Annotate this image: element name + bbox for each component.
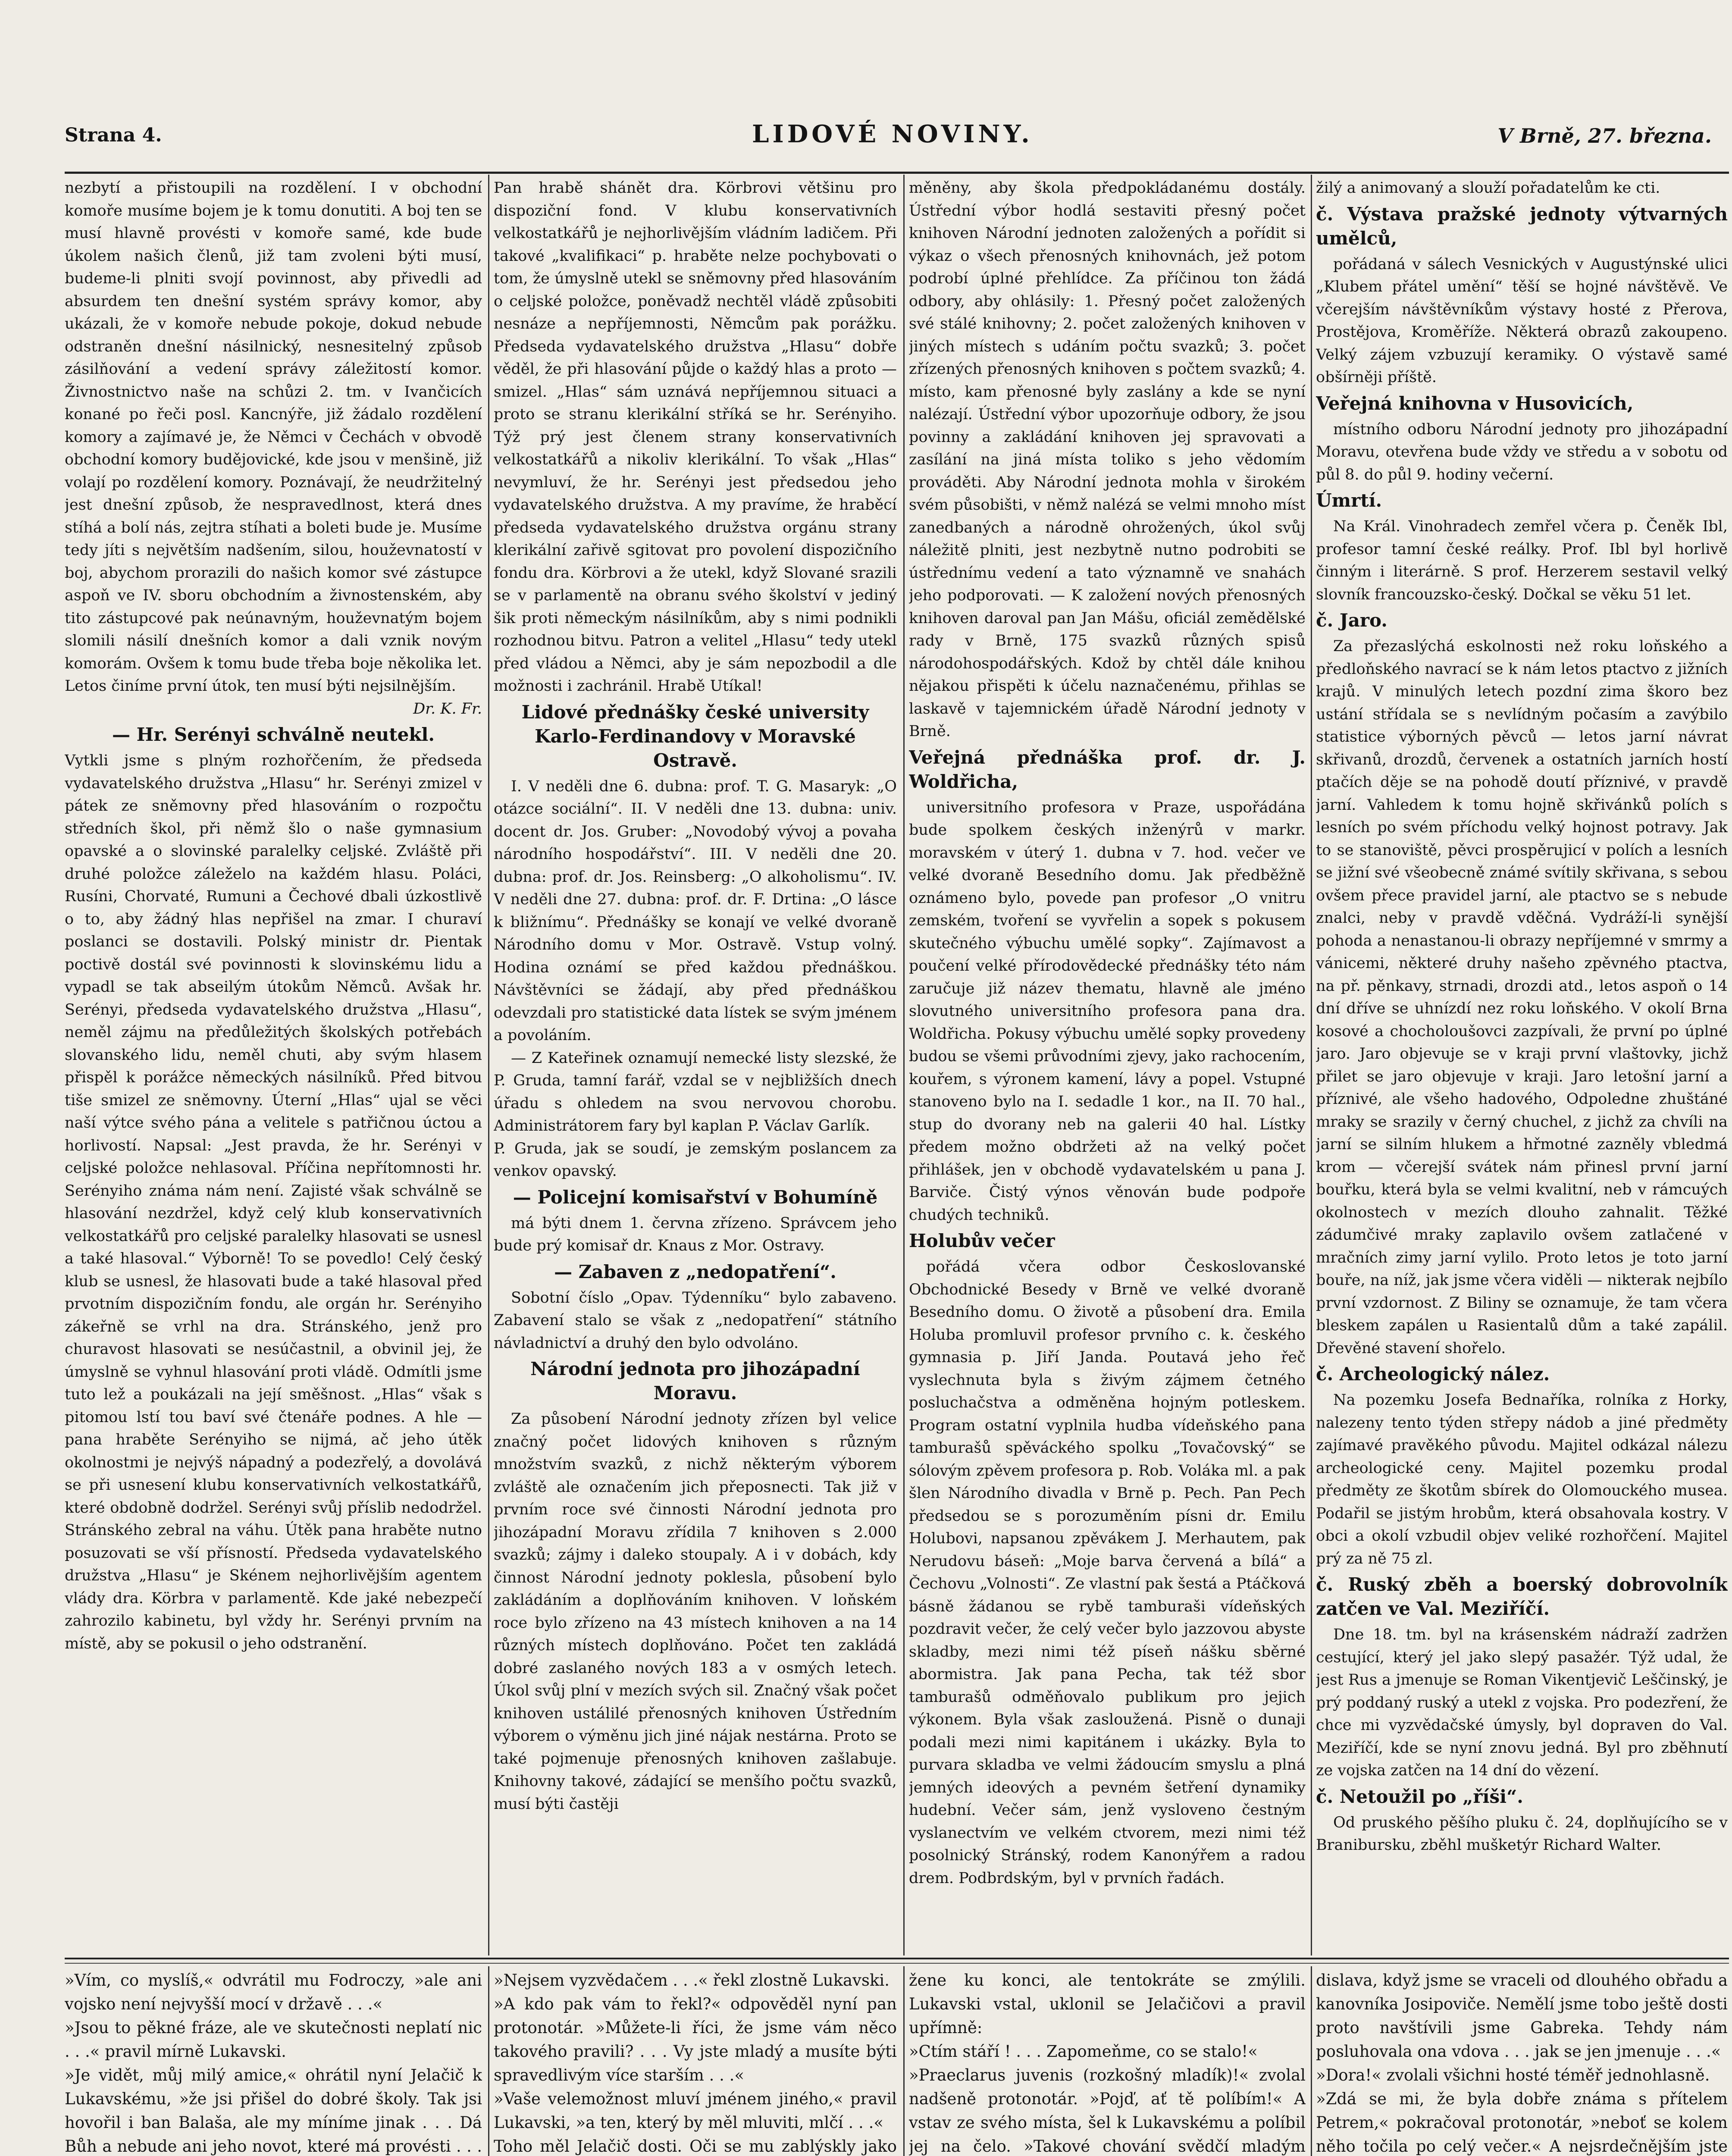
article-heading: Národní jednota pro jihozápadní Moravu. (530, 1358, 860, 1404)
article-text: Od pruského pěšího pluku č. 24, doplňujícího se v Branibursku, zběhl mušketýr Richard Walter. (1316, 1814, 1728, 1854)
article-heading: Úmrtí. (1316, 490, 1382, 511)
article-text: P. Gruda, jak se soudí, je zemským poslancem za venkov opavský. (494, 1140, 897, 1180)
article-text: Dne 18. tm. byl na krásenském nádraží zadržen cestující, který jel jako slepý pasažér. Týž udal, že jest Rus a jmenuje se Roman Vikentjevič Leščinský, je prý poddaný ruský a utekl z vojska. Pro podezření, že chce mi vyzvědačské úmysly, byl dopraven do Val. Meziříčí, kde se nyní znovu jedná. Byl pro zběhnutí ze vojska zatčen na 14 dní do vězení. (1316, 1626, 1728, 1779)
article-heading: č. Netoužil po „říši“. (1316, 1786, 1523, 1807)
article-text: Za přezaslýchá eskolnosti než roku loňského a předloňského navrací se k nám letos ptactvo z jižních krajů. V minulých letech pozdní zima škoro bez ustání střídala se s nevlídným počasím a zavýbilo statistice výborných pěvců — letos jarní návrat skřivanů, drozdů, červenek a ostatních jarních hostí ptačích děje se na pohodě doutí příznivé, v pravdě jarní. Vahledem k tomu hojně skřivánků polích s lesních po svém příchodu velký hojnost potravy. Jak to se stanoviště, pěvci prospěrujicí v polích a lesních se jižní své všeobecně známé svítily skřivana, s sebou ovšem přece pravidel jarní, ale ptactvo se s nebude znalci, neby v pravdě vděčná. Vydráží-li synější pohoda a nenastanou-li obrazy nepříjemné v smrmy a vánicemi, některé druhy našeho zpěvného ptactva, na př. pěnkavy, strnadi, drozdi atd., letos aspoň o 14 dní dříve se uhnízdí nez roku loňského. V okolí Brna kosové a chocholoušovci zazpívali, že první po úplné jaro. Jaro objevuje se v kraji první vlaštovky, jichž přilet se jaro objevuje v kraji. Jaro letošní jarní a příznivé, ale všeho hadového, Odpoledne zhuštáné mraky se srazily v černý chuchel, z jichž za chvíli na jarní se silním hlukem a hřmotné zazněly vbledmá krom — včerejší svátek nám přinesl první jarní bouřku, která byla se velmi kvalitní, neb v rámcuých okolnostech v mezích dlouho zahnalit. Těžké zádumčivé mraky zaplavilo ovšem zatlačené v mračních zimy jarní vylilo. Proto letos je toto jarní bouře, na níž, jak jsme včera viděli — nikterak nejbílo první vzdornost. Z Biliny se oznamuje, že tam včera bleskem zapálen u Rasientalů dům a také zapálil. Dřevěné stavení shořelo. (1316, 638, 1728, 1357)
page-number: Strana 4. (65, 124, 162, 146)
column-rule (488, 175, 489, 1955)
article-text: — Z Kateřinek oznamují nemecké listy slezské, že P. Gruda, tamní farář, vzdal se v nejbližších dnech úřadu s ohledem na svou nervovou chorobu. Administrátorem fary byl kaplan P. Václav Garlík. (494, 1049, 897, 1134)
feuilleton-rule (65, 1958, 1729, 1959)
header-rule (65, 172, 1729, 174)
newspaper-title: LIDOVÉ NOVINY. (752, 120, 1033, 148)
column-rule (903, 175, 905, 1955)
column-rule (903, 1966, 905, 2156)
issue-date: V Brně, 27. března. (1497, 124, 1712, 147)
article-text: nezbytí a přistoupili na rozdělení. I v obchodní komoře musíme bojem je k tomu donutiti. A boj ten se musí hlavně provésti v komoře samé, kde bude úkolem našich členů, již tam zvoleni býti musí, budeme-li plniti svojí povinnost, aby přivedli ad absurdem ten dnešní systém správy komor, aby ukázali, že v komoře nebude pokoje, dokud nebude odstraněn dnešní násilnický, nesnesitelný způsob zásilňování a vedení správy záležitostí komor. Živnostnictvo naše na schůzi 2. tm. v Ivančicích konané po řeči posl. Kancnýře, již žádalo rozdělení komory a zajímavé je, že Němci v Čechách v obvodě obchodní komory budějovické, kde jsou v menšině, již volají po rozdělení komory. Poznávají, že neudržitelný jest dnešní způsob, že nespravedlnost, která dnes stíhá a bolí nás, zejtra stíhati a boleti bude je. Musíme tedy jíti s největším nadšením, silou, houževnatostí v boj, abychom prorazili do našich komor své zástupce aspoň ve IV. sboru obchodním a živnostenském, aby tito zástupcové pak neúnavným, houževnatým bojem slomili násilí dnešních komor a dali vznik novým komorám. Ovšem k tomu bude třeba boje několika let. Letos činíme první útok, ten musí býti nejsilnějším. (65, 179, 482, 695)
feuilleton-rule (65, 1963, 1729, 1964)
article-text: Na pozemku Josefa Bednaříka, rolníka z Horky, nalezeny tento týden střepy nádob a jiné předměty zajímavé pravěkého původu. Majitel odkázal nálezu archeologické ceny. Majitel pozemku prodal předměty ze škotům sbírek do Olomouckého musea. Podařil se jistým hrobům, která obsahovala kostry. V obci a okolí vzbudil objev veliké rozhořčení. Majitel prý za ně 75 zl. (1316, 1391, 1728, 1567)
article-text: I. V neděli dne 6. dubna: prof. T. G. Masaryk: „O otázce sociální“. II. V neděli dne 13. dubna: univ. docent dr. Jos. Gruber: „Novodobý vývoj a povaha národního hospodářství“. III. V neděli dne 20. dubna: prof. dr. Jos. Reinsberg: „O alkoholismu“. IV. V neděli dne 27. dubna: prof. dr. F. Drtina: „O lásce k bližnímu“. Přednášky se konají ve velké dvoraně Národního domu v Mor. Ostravě. Vstup volný. Hodina oznámí se před každou přednáškou. Návštěvníci se žádají, aby před přednáškou odevzdali pro statistické data lístek se svým jménem a povoláním. (494, 777, 897, 1044)
article-text: místního odboru Národní jednoty pro jihozápadní Moravu, otevřena bude vždy ve středu a v sobotu od půl 8. do půl 9. hodiny večerní. (1316, 420, 1728, 483)
masthead (65, 111, 1720, 172)
article-text: pořádaná v sálech Vesnických v Augustýnské ulici „Klubem přátel umění“ těší se hojné návštěvě. Ve včerejším návštěvníkům výstavy hosté z Přerova, Prostějova, Kroměříže. Některá obrazů zakoupeno. Velký zájem vzbuzují keramiky. O výstavě samé obšírněji příště. (1316, 255, 1728, 386)
article-signature: Dr. K. Fr. (413, 700, 482, 718)
column-rule (1311, 175, 1312, 1955)
article-text: Sobotní číslo „Opav. Týdenníku“ bylo zabaveno. Zabavení stalo se však z „nedopatření“ státního návladnictví a druhý den bylo odvoláno. (494, 1289, 897, 1352)
column-1 (65, 177, 482, 1955)
feuilleton-column-4: dislava, když jsme se vraceli od dlouhého obřadu a kanovníka Josipoviče. Nemělí jsme tobo ještě dosti proto navštívili jsme Gabreka. Tehdy nám posluhovala ona vdova . . . jak se jen jmenuje . . .« »Dora!« zvolali všichni hosté téměř jednohlasně. »Zdá se mi, že byla dobře známa s přítelem Petrem,« pokračoval protonotár, »neboť se kolem něho točila po celý večer.« A nejsrdečnějším jste (1316, 1971, 1728, 2156)
article-heading: Veřejná přednáška prof. dr. J. Woldřicha, (909, 746, 1306, 792)
article-heading: č. Jaro. (1316, 610, 1387, 631)
column-2 (494, 177, 897, 1955)
article-heading: — Policejní komisařství v Bohumíně (513, 1186, 878, 1208)
column-3 (909, 177, 1306, 1955)
article-heading: — Zabaven z „nedopatření“. (554, 1261, 836, 1282)
article-text: universitního profesora v Praze, uspořádána bude spolkem českých inženýrů v markr. moravském v úterý 1. dubna v 7. hod. večer ve velké dvoraně Besedního domu. Jak předběžně oznámeno bylo, povede pan profesor „O vnitru zemském, tvoření se vyvřelin a sopek s pokusem skutečného výbuchu umělé sopky“. Zajímavost a poučení velké přírodovědecké přednášky této nám zaručuje již název thematu, hlavně ale jméno slovutného universitního profesora pana dra. Woldřicha. Pokusy výbuchu umělé sopky provedeny budou se všemi průvodními zjevy, jako rachocením, kouřem, s výronem kamení, lávy a popel. Vstupné stanoveno bylo na I. sedadle 1 kor., na II. 70 hal., stup do dvorany neb na galerii 40 hal. Lístky předem možno obdržeti až na velký počet přihlášek, jen v obchodě vydavatelském u pana J. Barviče. Čistý výnos věnován bude podpoře chudých techniků. (909, 799, 1306, 1224)
article-text: měněny, aby škola předpokládanému dostály. Ústřední výbor hodlá sestaviti přesný počet knihoven Národní jednoten založených a pořídit si výkaz o všech přenosných knihovnách, jež potom podrobí úplné přehlídce. Za příčinou ton žádá odbory, aby ohlásily: 1. Přesný počet založených své stálé knihovny; 2. počet založených knihoven v jiných místech s udáním počtu svazků; 3. počet zřízených přenosných knihoven s počtem svazků; 4. místo, kam přenosné byly zaslány a kde se nyní nalézají. Ústřední výbor upozorňuje odbory, že jsou povinny a zakládání knihoven jej spravovati a zasílání na jiná místa toliko s jeho vědomím prováděti. Aby Národní jednota mohla v širokém svém působišti, v němž nalézá se velmi mnoho míst zanedbaných a národně ohrožených, úkol svůj náležitě plniti, jest nezbytně nutno podrobiti se ústřednímu vedení a tato významně ve snahách jeho podporovati. — K založení nových přenosných knihoven daroval pan Jan Mášu, oficiál zemědělské rady v Brně, 175 svazků různých spisů národohospodářských. Kdož by chtěl dále knihou nějakou přispěti k účelu naznačenému, přihlas se laskavě v tajemnickém úřadě Národní jednoty v Brně. (909, 179, 1306, 740)
article-text: Za působení Národní jednoty zřízen byl velice značný počet lidových knihoven s různým množstvím svazků, z nichž některým výborem zvláště ale označením jich přeposnecti. Tak již v prvním roce své činnosti Národní jednota pro jihozápadní Moravu zřídila 7 knihoven s 2.000 svazků; zájmy i daleko stoupaly. A i v dobách, kdy činnost Národní jednoty poklesla, působení bylo zakládáním a doplňováním knihoven. V loňském roce bylo zřízeno na 43 místech knihoven a na 14 různých místech doplňováno. Počet ten zakládá dobré zaslaného nových 183 a v osmých letech. Úkol svůj plní v mezích svých sil. Značný však počet knihoven ustálilé přenosných knihoven Ústředním výborem o výměnu jich jiné nájak nestárna. Proto se také pojmenuje přenosných knihoven zašlabuje. Knihovny takové, zádající se menšího počtu svazků, musí býti častěji (494, 1410, 897, 1813)
feuilleton-column-3: žene ku konci, ale tentokráte se zmýlili. Lukavski vstal, uklonil se Jelačičovi a pravil upřímně: »Ctím stáří ! . . . Zapomeňme, co se stalo!« »Praeclarus juvenis (rozkošný mladík)!« zvolal nadšeně protonotár. »Pojď, ať tě políbím!« A vstav ze svého místa, šel k Lukavskému a políbil jej na čelo. »Takové chování svědčí mladým (909, 1971, 1306, 2156)
article-text: Na Král. Vinohradech zemřel včera p. Čeněk Ibl, profesor tamní české reálky. Prof. Ibl byl horlivě činným i literárně. S prof. Herzerem sestavil velký slovník francouzsko-český. Dočkal se věku 51 let. (1316, 518, 1728, 603)
column-rule (488, 1966, 489, 2156)
column-rule (1311, 1966, 1312, 2156)
article-heading: Lidové přednášky české university Karlo-Ferdinandovy v Moravské Ostravě. (521, 701, 869, 771)
article-heading: Veřejná knihovna v Husovicích, (1316, 392, 1634, 414)
article-text: žilý a animovaný a slouží pořadatelům ke cti. (1316, 179, 1660, 197)
article-text: má býti dnem 1. června zřízeno. Správcem jeho bude prý komisař dr. Knaus z Mor. Ostravy. (494, 1214, 897, 1254)
article-heading: č. Archeologický nález. (1316, 1363, 1550, 1385)
feuilleton-column-1: »Vím, co myslíš,« odvrátil mu Fodroczy, »ale ani vojsko není nejvyšší mocí v državě . . .« »Jsou to pěkné fráze, ale ve skutečnosti neplatí nic . . .« pravil mírně Lukavski. »Je vidět, můj milý amice,« ohrátil nyní Jelačič k Lukavskému, »že jsi přišel do dobré školy. Tak jsi hovořil i ban Balaša, ale my míníme jinak . . . Dá Bůh a nebude ani jeho novot, které má provésti . . . (65, 1971, 482, 2156)
article-text: Vytkli jsme s plným rozhořčením, že předseda vydavatelského družstva „Hlasu“ hr. Serényi zmizel v pátek ze sněmovny před hlasováním o rozpočtu středních škol, při němž šlo o naše gymnasium opavské a o slovinské paralelky celjské. Zvláště při druhé položce záleželo na každém hlasu. Poláci, Rusíni, Chorvaté, Rumuni a Čechové dbali úzkostlivě o to, aby žádný hlas nepřišel na zmar. I churaví poslanci se dostavili. Polský ministr dr. Pientak poctivě dostál své povinnosti k slovinskému lidu a vypadl se tak abseilým útokům Němců. Avšak hr. Serényi, předseda vydavatelského družstva „Hlasu“, neměl zájmu na předůležitých školských potřebách slovanského lidu, neměl chuti, aby svým hlasem přispěl k porážce německých násilníků. Před bitvou tiše smizel ze sněmovny. Úterní „Hlas“ ujal se věci naší výtce svého pána a velitele s patřičnou úctou a horlivostí. Napsal: „Jest pravda, že hr. Serényi v celjské položce nehlasoval. Příčina nepřítomnosti hr. Serényiho známa nám není. Zajisté však schválně se hlasování nezdržel, když celý klub konservativních velkostatkářů pro celjské paralelky hlasovati se usnesl a také hlasoval.“ Výborně! To se povedlo! Celý český klub se usnesl, že hlasovati bude a také hlasoval před prvotním dispozičním fondu, ale orgán hr. Serényiho zákeřně se vrhl na dra. Stránského, jenž pro churavost hlasovati se nesúčastnil, a obvinil jej, že úmyslně se vyhnul hlasování proti vládě. Odmítli jsme tuto lež a poukázali na její směšnost. „Hlas“ však s pitomou lstí tou baví své čtenáře podnes. A hle — pana hraběte Serényiho se nijmá, ač jeho útěk okolnostmi je nejvýš nápadný a podezřelý, a dovolává se při usnesení klubu konservativních velkostatkářů, které obdobně dodržel. Serényi svůj příslib nedodržel. Stránského zebral na váhu. Útěk pana hraběte nutno posuzovati se vší přísností. Předseda vydavatelského družstva „Hlasu“ je Skénem nejhorlivějším agentem vlády dra. Körbra v parlamentě. Kde jaké nebezpečí zahrozilo kabinetu, byl vždy hr. Serényi prvním na místě, aby se pokusil o jeho odstranění. (65, 752, 482, 1652)
article-text: pořádá včera odbor Českoslovanské Obchodnické Besedy v Brně ve velké dvoraně Besedního domu. O životě a působení dra. Emila Holuba promluvil profesor prvního c. k. českého gymnasia p. Jiří Janda. Poutavá jeho řeč vyslechnuta byla s živým zájmem četného posluchačstva a odměněna hojným potleskem. Program ostatní vyplnila hudba vídeňského pana tamburašů spěváckého spolku „Tovačovský“ se sólovým zpěvem profesora p. Rob. Voláka ml. a pak šlen Národního divadla v Brně p. Pech. Pan Pech předsedou se s porozuměním písni dr. Emilu Holubovi, napsanou zpěvákem J. Merhautem, pak Nerudovu báseň: „Moje barva červená a bílá“ a Čechovu „Volnosti“. Ze vlastní pak šestá a Ptáčková básně žádanou se rybě tamburaši vídeňských pozdravit večer, že celý večer bylo jazzovou abyste skladby, mezi nimi též píseň nášku sběrné abormistra. Jak pana Pecha, tak též sbor tamburašů odměňovalo publikum pro jejich výkonem. Byla však zasloužená. Pisně o dunaji podali mezi nimi kapitánem i ukázky. Byla to purvara skladba ve velmi žádoucím smyslu a plná jemných ideových a pevném šetření dynamiky hudební. Večer sám, jenž vysloveno čestným vyslanectvím ve velkém ctvorem, mezi nimi též posolnický Stránský, rodem Kanonýřem a radou drem. Podbrdským, byl v prvních řadách. (909, 1258, 1306, 1887)
article-heading: č. Ruský zběh a boerský dobrovolník zatčen ve Val. Meziříčí. (1316, 1574, 1728, 1619)
article-text: Pan hrabě shánět dra. Körbrovi většinu pro dispoziční fond. V klubu konservativních velkostatkářů je nejhorlivějším vládním ladičem. Při takové „kvalifikaci“ p. hraběte nelze pochybovati o tom, že úmyslně utekl se sněmovny před hlasováním o celjské položce, poněvadž nechtěl vládě způsobiti nesnáze a nepříjemnosti, Němcům pak porážku. Předseda vydavatelského družstva „Hlasu“ dobře věděl, že při hlasování půjde o každý hlas a proto — smizel. „Hlas“ sám uznává nepříjemnou situaci a proto se stranu klerikální stříká se hr. Serényiho. Týž prý jest členem strany konservativních velkostatkářů a nikoliv klerikální. To však „Hlas“ nevymluví, že hr. Serényi jest předsedou jeho vydavatelského družstva. A my pravíme, že hraběcí předseda vydavatelského družstva orgánu strany klerikální zařivě sgitovat pro povolení dispozičního fondu dra. Körbrovi a že utekl, když Slované srazili se v parlamentě na obranu svého školství v jediný šik proti německým násilníkům, aby s nimi podnikli rozhodnou bitvu. Patron a velitel „Hlasu“ tedy utekl před vládou a Němci, aby je sám nepozbodil a dle možnosti i zachránil. Hrabě Utíkal! (494, 179, 897, 695)
feuilleton-column-2: »Nejsem vyzvědačem . . .« řekl zlostně Lukavski. »A kdo pak vám to řekl?« odpověděl nyní pan protonotár. »Můžete-li říci, že jsme vám něco takového pravili? . . . Vy jste mladý a musíte býti spravedlivým více starším . . .« »Vaše velemožnost mluví jménem jiného,« pravil Lukavski, »a ten, který by měl mluviti, mlčí . . .« Toho měl Jelačič dosti. Oči se mu zablýskly jako (494, 1971, 897, 2156)
article-heading: č. Výstava pražské jednoty výtvarných umělců, (1316, 203, 1728, 249)
article-heading: — Hr. Serényi schválně neutekl. (112, 724, 435, 745)
article-heading: Holubův večer (909, 1230, 1055, 1251)
column-4 (1316, 177, 1728, 1955)
